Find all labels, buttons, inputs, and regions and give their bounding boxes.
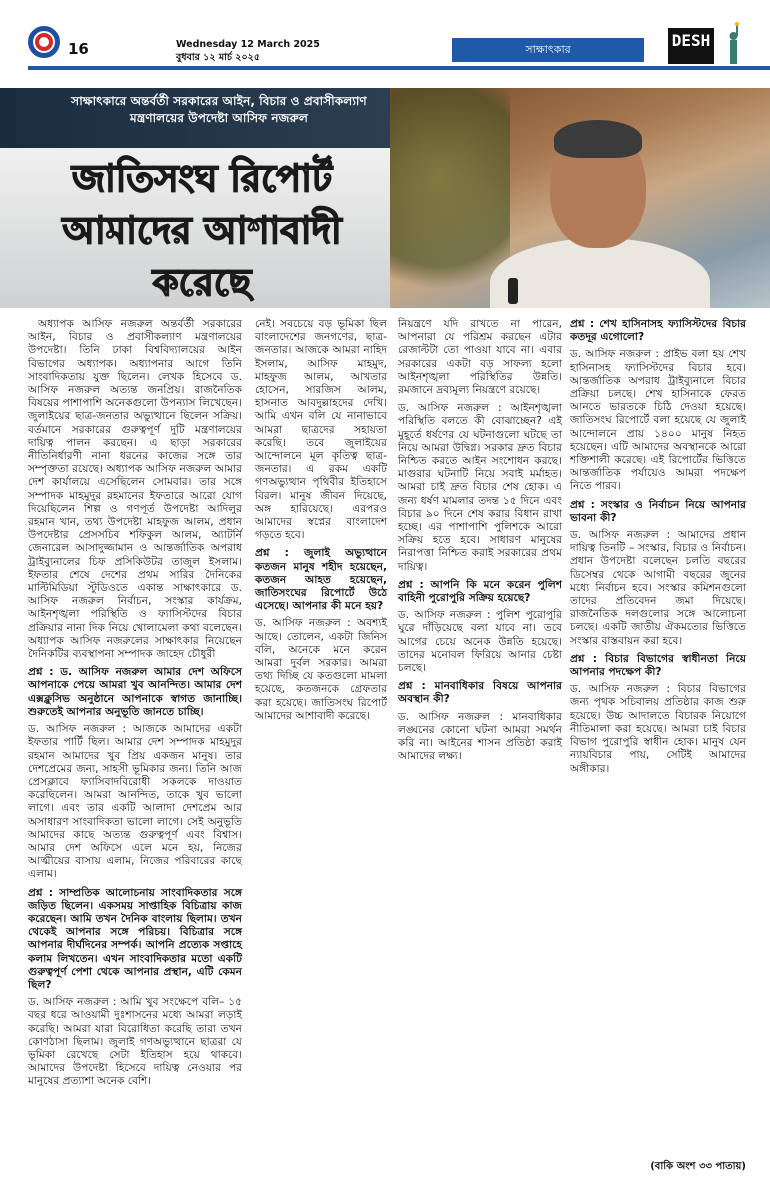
question-3: প্রশ্ন : জুলাই অভ্যুত্থানে কতজন মানুষ শহীদ হয়েছেন, কতজন আহত হয়েছেন, জাতিসংঘের রিপোর্টে উঠে এসেছে। আপনার কী মনে হয়? — [255, 547, 387, 613]
column-2-text: নেই। সবচেয়ে বড় ভূমিকা ছিল বাংলাদেশের জনগণের, ছাত্র-জনতার। আজকে আমরা নাহিদ ইসলাম, আসিফ মাহমুদ, মাহফুজ আলম, আখতার হোসেন, সারজিস আলম, হাসনাত আবদুল্লাহদের দেখি। আমি এখন বলি যে নানাভাবে আমরা ছাত্রদের সহায়তা করেছি। তবে জুলাইয়ের আন্দোলনে মূল কৃতিত্ব ছাত্র-জনতার। এ রকম একটি গণঅভ্যুত্থান পৃথিবীর ইতিহাসে বিরল। মানুষ জীবন দিয়েছে, অঙ্গ হারিয়েছে। এরপরও আমাদের স্বপ্নের বাংলাদেশ গড়তে হবে। — [255, 318, 387, 542]
intro-paragraph: অধ্যাপক আসিফ নজরুল অন্তর্বর্তী সরকারের আইন, বিচার ও প্রবাসীকল্যাণ মন্ত্রণালয়ের উপদেষ্টা। তিনি ঢাকা বিশ্ববিদ্যালয়ের আইন বিভাগের অধ্যাপক। অধ্যাপনার আগে তিনি সাংবাদিকতায় যুক্ত ছিলেন। লেখক হিসেবে ড. আসিফ নজরুল অত্যন্ত জনপ্রিয়। রাজনৈতিক বিষয়ের পাশাপাশি অনেকগুলো উপন্যাস লিখেছেন। জুলাইয়ের ছাত্র-জনতার অভ্যুত্থানে ছিলেন সক্রিয়। বর্তমানে সরকারের গুরুত্বপূর্ণ দুটি মন্ত্রণালয়ের দায়িত্ব পালন করছেন। এ ছাড়া সরকারের নীতিনির্ধারণী নানা ধরনের কাজের সঙ্গে তার সম্পৃক্ততা রয়েছে। অধ্যাপক আসিফ নজরুল আমার দেশ কার্যালয়ে এসেছিলেন সোমবার। তার সঙ্গে সম্পাদক মাহমুদুর রহমানের ইফতারে আরো যোগ দিয়েছিলেন শিল্প ও গণপূর্ত উপদেষ্টা আদিলুর রহমান খান, তথ্য উপদেষ্টা মাহফুজ আলম, প্রধান উপদেষ্টার প্রেসসচিব শফিকুল আলম, অ্যাটর্নি জেনারেল আসাদুজ্জামান ও আন্তর্জাতিক অপরাধ ট্রাইব্যুনালের চিফ প্রসিকিউটর তাজুল ইসলাম। ইফতার শেষে দেশের প্রথম সারির দৈনিকের মাল্টিমিডিয়া স্টুডিওতে একান্ত সাক্ষাৎকারে ড. আসিফ নজরুল নির্বাচন, সংস্কার কার্যক্রম, আইনশৃঙ্খলা পরিস্থিতি ও ফ্যাসিস্টদের বিচার প্রক্রিয়ার নানা দিক নিয়ে খোলামেলা কথা বলেছেন। অধ্যাপক আসিফ নজরুলের সাক্ষাৎকার নিয়েছেন দৈনিকটির ব্যবস্থাপনা সম্পাদক জাহেদ চৌধুরী — [28, 318, 242, 661]
logo-text: DESH — [671, 31, 711, 50]
photo-shirt — [490, 238, 710, 308]
photo-hair — [554, 120, 642, 158]
page-number: 16 — [68, 40, 89, 58]
column-4 — [570, 318, 746, 781]
question-5: প্রশ্ন : আপনি কি মনে করেন পুলিশ বাহিনী পুরোপুরি সক্রিয় হয়েছে? — [398, 578, 562, 605]
column-3 — [398, 318, 562, 769]
masthead-logo — [668, 28, 714, 64]
headline: জাতিসংঘ রিপোর্ট আমাদের আশাবাদী করেছে — [62, 156, 342, 304]
page-header — [0, 0, 770, 70]
date-english: Wednesday 12 March 2025 — [176, 39, 320, 50]
date-bangla: বুধবার ১২ মার্চ ২০২৫ — [176, 52, 260, 63]
answer-7: ড. আসিফ নজরুল : প্রাইভ বলা হয় শেখ হাসিনাসহ ফ্যাসিস্টদের বিচার হবে। আন্তর্জাতিক অপরাধ ট্রাইব্যুনালে বিচার প্রক্রিয়া চলছে। শেখ হাসিনাকে ফেরত আনতে ভারতকে চিঠি দেওয়া হয়েছে। জাতিসংঘ রিপোর্টে বলা হয়েছে যে জুলাই আন্দোলনে প্রায় ১৪০০ মানুষ নিহত হয়েছেন। এটি আমাদের অবস্থানকে আরো শক্তিশালী করেছে। এই রিপোর্টের ভিত্তিতে আন্তর্জাতিক পর্যায়েও আমরা পদক্ষেপ নিতে পারব। — [570, 348, 746, 493]
answer-3: ড. আসিফ নজরুল : অবশ্যই আছে। তোলেন, একটা জিনিস বলি, অনেকে মনে করেন আমরা দুর্বল সরকার। আমরা তথ্য দিচ্ছি যে কতগুলো মামলা হয়েছে, কতজনকে গ্রেফতার করা হয়েছে। জাতিসংঘ রিপোর্ট আমাদের আশাবাদী করেছে। — [255, 617, 387, 722]
answer-8: ড. আসিফ নজরুল : আমাদের প্রধান দায়িত্ব তিনটি – সংস্কার, বিচার ও নির্বাচন। প্রধান উপদেষ্টা বলেছেন চলতি বছরের ডিসেম্বর থেকে আগামী বছরের জুনের মধ্যে নির্বাচন হবে। সংস্কার কমিশনগুলো তাদের প্রতিবেদন জমা দিয়েছে। রাজনৈতিক দলগুলোর সঙ্গে আলোচনা চলছে। একটি জাতীয় ঐকমত্যের ভিত্তিতে সংস্কার বাস্তবায়ন করা হবে। — [570, 529, 746, 647]
column-1 — [28, 318, 242, 1094]
answer-9: ড. আসিফ নজরুল : বিচার বিভাগের জন্য পৃথক সচিবালয় প্রতিষ্ঠার কাজ শুরু হয়েছে। উচ্চ আদালতে বিচারক নিয়োগে নীতিমালা করা হয়েছে। আমরা চাই বিচার বিভাগ পুরোপুরি স্বাধীন হোক। মানুষ যেন ন্যায়বিচার পায়, সেটিই আমাদের অঙ্গীকার। — [570, 683, 746, 775]
question-7: প্রশ্ন : শেখ হাসিনাসহ ফ্যাসিস্টদের বিচার কতদূর এগোলো? — [570, 318, 746, 344]
kicker-text: সাক্ষাৎকারে অন্তর্বর্তী সরকারের আইন, বিচার ও প্রবাসীকল্যাণ মন্ত্রণালয়ের উপদেষ্টা আসিফ নজরুল — [71, 94, 367, 125]
answer-6: ড. আসিফ নজরুল : মানবাধিকার লঙ্ঘনের কোনো ঘটনা আমরা সমর্থন করি না। আইনের শাসন প্রতিষ্ঠা করাই আমাদের লক্ষ্য। — [398, 710, 562, 763]
portrait-photo — [390, 88, 770, 308]
column-3-text: নিয়ন্ত্রণে যদি রাখতে না পারেন, আপনারা যে পরিশ্রম করছেন এটার রেজাল্টটা তো পাওয়া যাবে না। এবার সরকারের একটা বড় সাফল্য হলো আইনশৃঙ্খলা পরিস্থিতির উন্নতি। রমজানে দ্রব্যমূল্য নিয়ন্ত্রণে রয়েছে। — [398, 318, 562, 397]
answer-1: ড. আসিফ নজরুল : আজকে আমাদের একটা ইফতার পার্টি ছিল। আমার দেশ সম্পাদক মাহমুদুর রহমান আমাদের খুব প্রিয় একজন মানুষ। তার দেশপ্রেমের জন্য, সাহসী ভূমিকার জন্য। তিনি আজ প্রেসক্লাবে ফ্যাসিবাদবিরোধী সকলকে দাওয়াত করেছিলেন। আমরা আনন্দিত, তাকে খুব ভালো লাগে। এবং তার একটি আলাদা দেশপ্রেম আর অসাধারণ সাংবাদিকতা ভালো লাগে। সেই অনুভূতি আমাদের কাছে অত্যন্ত গুরুত্বপূর্ণ এবং বিশ্বাস। আমার দেশ অফিসে এলে মনে হয়, নিজের আত্মীয়ের বাসায় এলাম, নিজের পরিবারের কাছে এলাম। — [28, 723, 242, 881]
question-8: প্রশ্ন : সংস্কার ও নির্বাচন নিয়ে আপনার ভাবনা কী? — [570, 498, 746, 524]
dateline — [176, 38, 320, 64]
answer-4: ড. আসিফ নজরুল : আইনশৃঙ্খলা পরিস্থিতি বলতে কী বোঝাচ্ছেন? এই মুহূর্তে ধর্ষণের যে ঘটনাগুলো ঘটছে তা নিয়ে আমরা উদ্বিগ্ন। সরকার দ্রুত বিচার নিশ্চিত করতে আইন সংশোধন করছে। মাগুরার ঘটনাটি নিয়ে সবাই মর্মাহত। আমরা চাই দ্রুত বিচার শেষ হোক। এ জন্য ধর্ষণ মামলার তদন্ত ১৫ দিনে এবং বিচার ৯০ দিনে শেষ করার বিধান রাখা হচ্ছে। এর পাশাপাশি পুলিশকে আরো সক্রিয় হতে হবে। সাধারণ মানুষের নিরাপত্তা নিশ্চিত করাই সরকারের প্রথম দায়িত্ব। — [398, 402, 562, 573]
section-label: সাক্ষাৎকার — [452, 38, 644, 62]
question-2: প্রশ্ন : সাম্প্রতিক আলোচনায় সাংবাদিকতার সঙ্গে জড়িত ছিলেন। একসময় সাপ্তাহিক বিচিত্রায় কাজ করেছেন। আমি তখন দৈনিক বাংলায় ছিলাম। তখন থেকেই আপনার সঙ্গে পরিচয়। বিচিত্রার সঙ্গে আপনার দীর্ঘদিনের সম্পর্ক। আপনি প্রত্যেক সপ্তাহে কলাম লিখতেন। এখন সাংবাদিকতার মতো একটি গুরুত্বপূর্ণ পেশা থেকে আপনার প্রস্থান, এটি কেমন ছিল? — [28, 886, 242, 991]
header-rule — [28, 66, 770, 70]
question-1: প্রশ্ন : ড. আসিফ নজরুল আমার দেশ অফিসে আপনাকে পেয়ে আমরা খুব আনন্দিত। আমার দেশ এক্সক্লুসিভ অনুষ্ঠানে আপনাকে স্বাগত জানাচ্ছি। শুরুতেই আপনার অনুভূতি জানতে চাচ্ছি। — [28, 666, 242, 718]
answer-2: ড. আসিফ নজরুল : আমি খুব সংক্ষেপে বলি– ১৫ বছর ধরে আওয়ামী দুঃশাসনের মধ্যে আমরা লড়াই করেছি। আমরা যারা বিরোধিতা করেছি তারা তখন কোণঠাসা ছিলাম। জুলাই গণঅভ্যুত্থানে ছাত্ররা যে ভূমিকা রেখেছে সেটা ইতিহাস হয়ে থাকবে। আমাদের উপদেষ্টা হিসেবে দায়িত্ব নেওয়ার পর মানুষের প্রত্যাশা অনেক বেশি। — [28, 996, 242, 1088]
answer-5: ড. আসিফ নজরুল : পুলিশ পুরোপুরি ঘুরে দাঁড়িয়েছে বলা যাবে না। তবে আগের চেয়ে অনেক উন্নতি হয়েছে। তাদের মনোবল ফিরিয়ে আনার চেষ্টা চলছে। — [398, 609, 562, 675]
logo-ring-icon — [28, 26, 60, 58]
question-9: প্রশ্ন : বিচার বিভাগের স্বাধীনতা নিয়ে আপনার পদক্ষেপ কী? — [570, 652, 746, 679]
microphone-icon — [508, 278, 518, 304]
continuation-note: (বাকি অংশ ৩৩ পাতায়) — [650, 1161, 746, 1172]
column-2 — [255, 318, 387, 728]
statue-of-liberty-icon — [722, 22, 744, 66]
question-6: প্রশ্ন : মানবাধিকার বিষয়ে আপনার অবস্থান কী? — [398, 680, 562, 706]
